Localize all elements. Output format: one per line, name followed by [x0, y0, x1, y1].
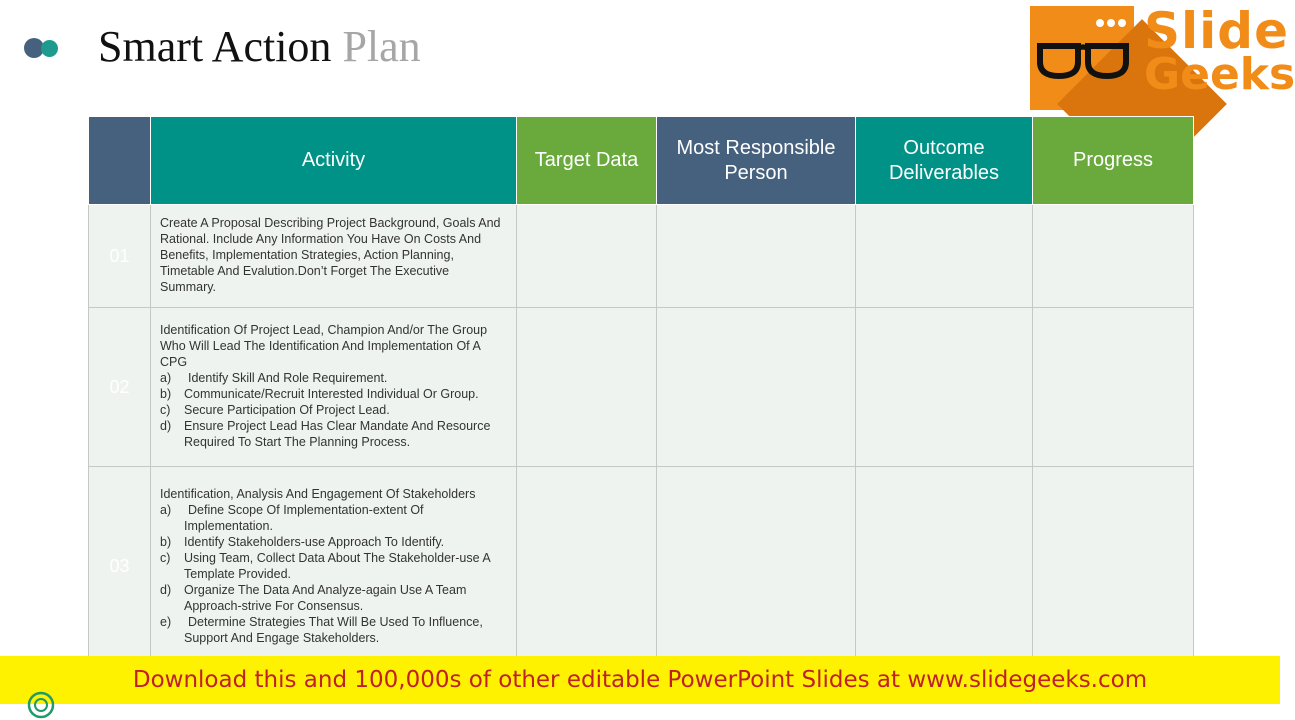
list-label: d) — [160, 419, 172, 433]
circle-logo-icon — [26, 690, 56, 720]
table-row — [89, 467, 1194, 667]
list-label: c) — [160, 403, 171, 417]
list-item — [160, 582, 508, 614]
list-item — [160, 370, 508, 386]
outcome-deliverables-cell[interactable] — [856, 205, 1033, 308]
header-target-data: Target Data — [517, 117, 657, 205]
outcome-deliverables-cell[interactable] — [856, 308, 1033, 467]
header-progress: Progress — [1033, 117, 1194, 205]
slidegeeks-logo — [1030, 2, 1295, 110]
logo-wordmark — [1144, 2, 1295, 100]
header-activity: Activity — [151, 117, 517, 205]
list-text: Define Scope Of Implementation-extent Of Implementation. — [184, 502, 424, 533]
title-accent: Plan — [342, 22, 421, 71]
progress-cell[interactable] — [1033, 308, 1194, 467]
list-label: d) — [160, 582, 172, 597]
download-banner[interactable] — [0, 656, 1280, 704]
list-item — [160, 418, 508, 450]
action-plan-table — [88, 116, 1194, 667]
activity-text: Identification Of Project Lead, Champion And/or The Group Who Will Lead The Identification And Implementation Of A CPG — [160, 323, 488, 369]
glasses-icon — [1036, 40, 1130, 80]
target-data-cell[interactable] — [517, 467, 657, 667]
outcome-deliverables-cell[interactable] — [856, 467, 1033, 667]
progress-cell[interactable] — [1033, 467, 1194, 667]
list-text: Secure Participation Of Project Lead. — [184, 403, 390, 417]
list-item — [160, 534, 508, 550]
target-data-cell[interactable] — [517, 205, 657, 308]
row-number[interactable]: 02 — [89, 308, 151, 467]
row-number[interactable]: 01 — [89, 205, 151, 308]
row-number[interactable]: 03 — [89, 467, 151, 667]
activity-text: Create A Proposal Describing Project Background, Goals And Rational. Include Any Information You Have On Costs And Benefits, Implementation Strategies, Action Planning, Timetable And Evalution.Don’t Forget The Executive Summary. — [160, 216, 501, 294]
list-text: Identify Skill And Role Requirement. — [188, 371, 388, 385]
teal-dot — [41, 40, 58, 57]
responsible-person-cell[interactable] — [657, 467, 856, 667]
title-bullet-dots — [24, 38, 64, 58]
list-label: a) — [160, 502, 172, 517]
activity-list — [160, 502, 508, 646]
logo-badge — [1030, 6, 1134, 110]
header-outcome-deliverables: Outcome Deliverables — [856, 117, 1033, 205]
list-item — [160, 402, 508, 418]
list-text: Communicate/Recruit Interested Individual Or Group. — [184, 387, 479, 401]
list-item — [160, 550, 508, 582]
header-number-cell — [89, 117, 151, 205]
responsible-person-cell[interactable] — [657, 308, 856, 467]
responsible-person-cell[interactable] — [657, 205, 856, 308]
activity-text: Identification, Analysis And Engagement Of Stakeholders — [160, 486, 476, 501]
logo-dots-icon — [1096, 14, 1132, 24]
logo-line-1: Slide — [1144, 2, 1289, 60]
table-row — [89, 205, 1194, 308]
activity-cell[interactable] — [151, 205, 517, 308]
list-label: b) — [160, 534, 172, 549]
list-text: Using Team, Collect Data About The Stakeholder-use A Template Provided. — [184, 550, 490, 581]
list-label: e) — [160, 614, 172, 629]
list-item — [160, 502, 508, 534]
page-title — [98, 20, 421, 74]
header-row — [89, 117, 1194, 205]
header-responsible-person: Most Responsible Person — [657, 117, 856, 205]
list-text: Identify Stakeholders-use Approach To Identify. — [184, 534, 445, 549]
activity-cell[interactable] — [151, 467, 517, 667]
list-item — [160, 386, 508, 402]
list-label: c) — [160, 550, 171, 565]
list-label: a) — [160, 371, 172, 385]
activity-list — [160, 370, 508, 450]
logo-line-2: Geeks — [1144, 49, 1295, 100]
table-row — [89, 308, 1194, 467]
progress-cell[interactable] — [1033, 205, 1194, 308]
activity-cell[interactable] — [151, 308, 517, 467]
list-text: Ensure Project Lead Has Clear Mandate And Resource Required To Start The Planning Process. — [184, 419, 491, 449]
list-text: Determine Strategies That Will Be Used To Influence, Support And Engage Stakeholders. — [184, 614, 483, 645]
list-item — [160, 614, 508, 646]
list-label: b) — [160, 387, 172, 401]
title-main: Smart Action — [98, 22, 332, 71]
banner-text[interactable]: Download this and 100,000s of other editable PowerPoint Slides at www.slidegeeks.com — [132, 667, 1148, 693]
list-text: Organize The Data And Analyze-again Use A Team Approach-strive For Consensus. — [184, 582, 467, 613]
target-data-cell[interactable] — [517, 308, 657, 467]
